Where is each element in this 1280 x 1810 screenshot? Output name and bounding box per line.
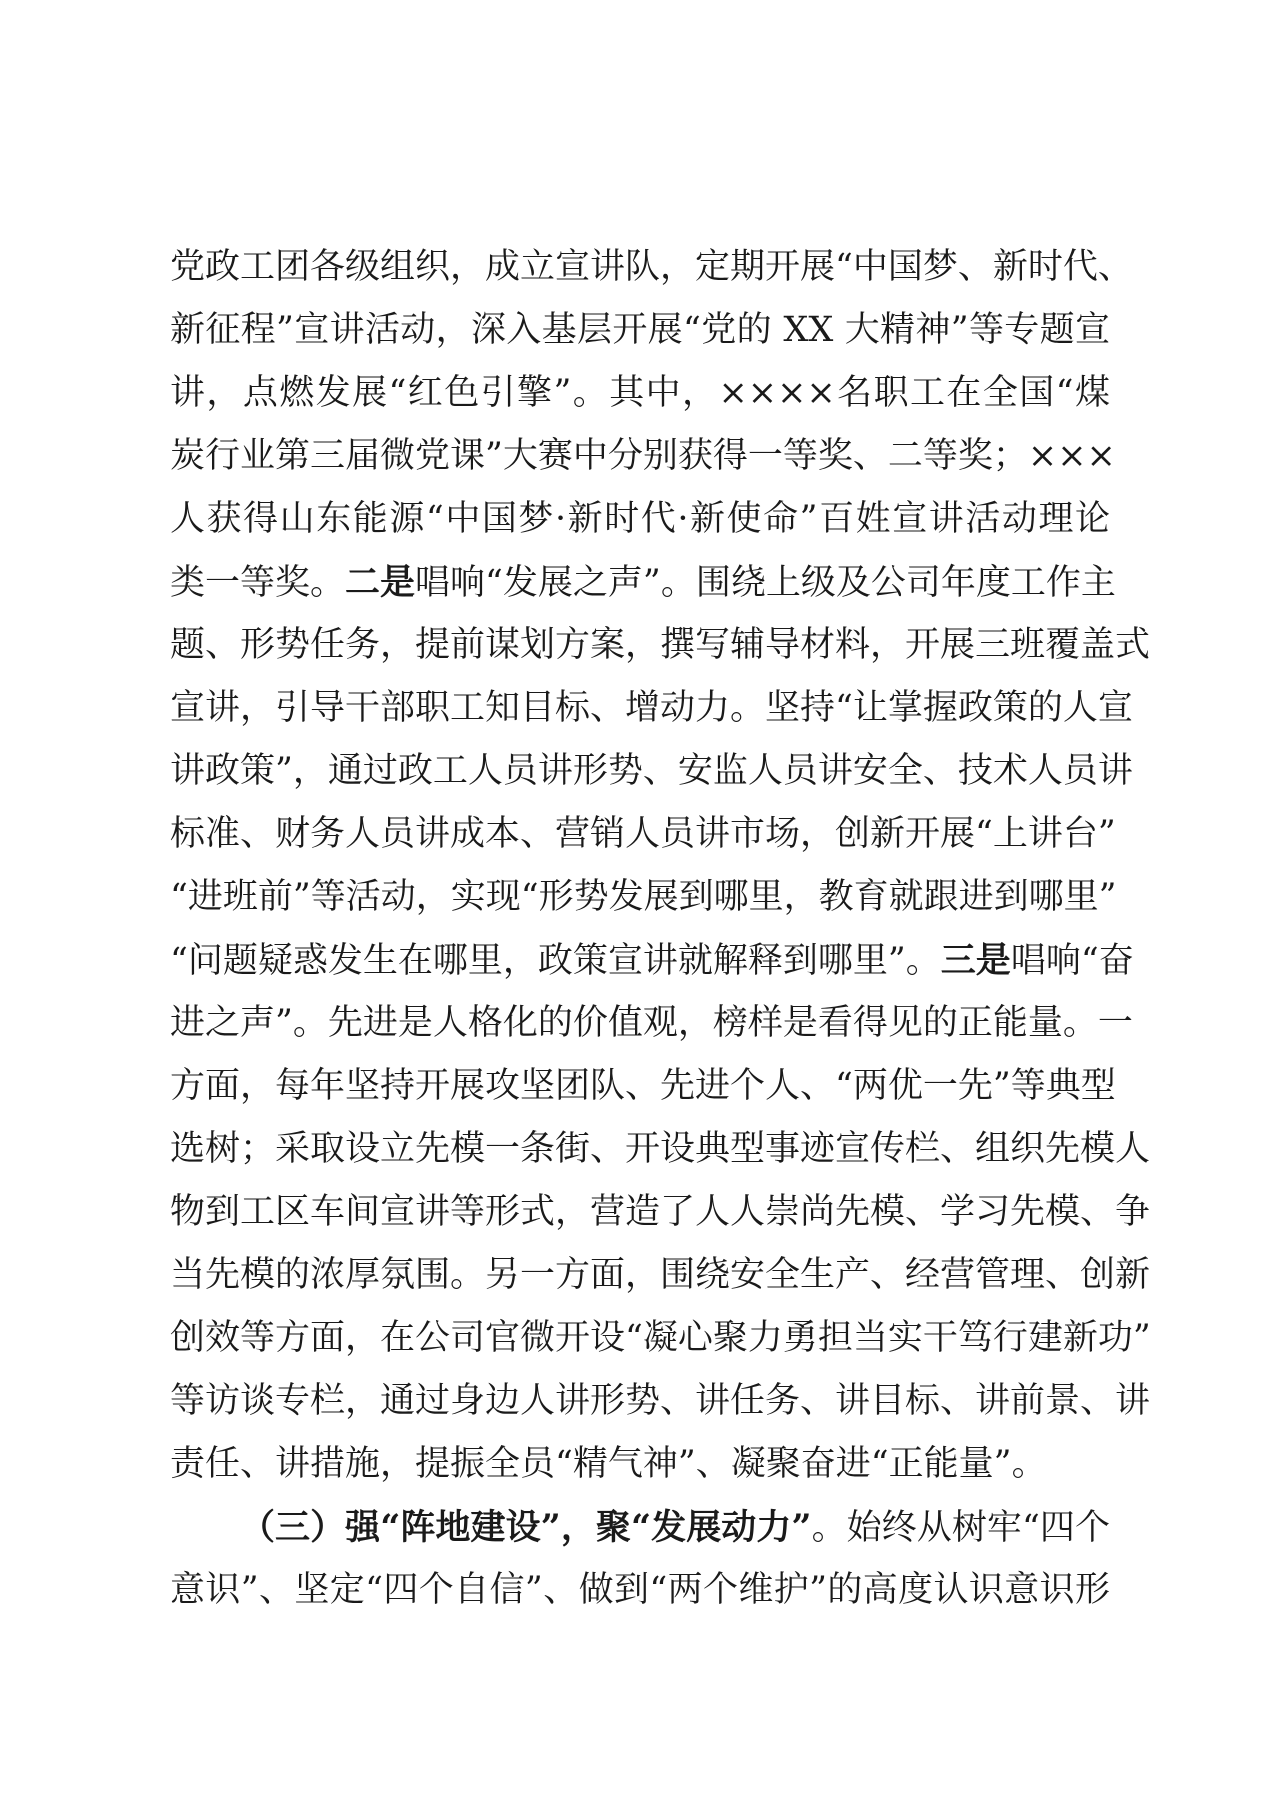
text-line [170,929,1134,992]
text-line [170,1181,1151,1244]
text-segment: 方面，每年坚持开展攻坚团队、先进个人、“两优一先”等典型 [170,1066,1116,1106]
text-line [170,1433,1110,1496]
text-segment: 类一等奖。 [170,563,346,603]
bold-text-segment: 二是 [345,562,416,603]
text-segment: 等访谈专栏，通过身边人讲形势、讲任务、讲目标、讲前景、讲 [170,1381,1151,1421]
text-line [170,425,1116,488]
text-segment: “进班前”等活动，实现“形势发展到哪里，教育就跟进到哪里” [170,877,1117,917]
text-line [170,1496,1110,1559]
text-segment: 创效等方面，在公司官微开设“凝心聚力勇担当实干笃行建新功” [170,1318,1151,1358]
text-segment: 当先模的浓厚氛围。另一方面，围绕安全生产、经营管理、创新 [170,1255,1151,1295]
text-line [170,866,1117,929]
text-line [170,1244,1151,1307]
text-segment: 讲，点燃发展“红色引擎”。其中，××××名职工在全国“煤 [170,373,1110,413]
text-segment: 责任、讲措施，提振全员“精气神”、凝聚奋进“正能量”。 [170,1444,1047,1484]
text-line [170,614,1151,677]
text-line [170,1118,1151,1181]
text-segment: 唱响“奋 [1010,941,1134,981]
text-segment: 炭行业第三届微党课”大赛中分别获得一等奖、二等奖；××× [170,436,1116,476]
text-segment: 意识”、坚定“四个自信”、做到“两个维护”的高度认识意识形 [170,1570,1110,1610]
text-segment: 新征程”宣讲活动，深入基层开展“党的 XX 大精神”等专题宣 [170,310,1110,350]
text-line [170,488,1110,551]
text-segment: “问题疑惑发生在哪里，政策宣讲就解释到哪里”。 [170,941,941,981]
text-segment: 。始终从树牢“四个 [811,1508,1110,1548]
text-segment: 选树；采取设立先模一条街、开设典型事迹宣传栏、组织先模人 [170,1129,1151,1169]
text-line [170,362,1110,425]
text-line [170,803,1116,866]
text-segment: 讲政策”，通过政工人员讲形势、安监人员讲安全、技术人员讲 [170,751,1133,791]
bold-text-segment: （三）强“阵地建设”，聚“发展动力” [240,1507,812,1548]
text-segment: 进之声”。先进是人格化的价值观，榜样是看得见的正能量。一 [170,1003,1133,1043]
text-line [170,1559,1110,1622]
text-line [170,299,1110,362]
text-line [170,236,1133,299]
text-segment: 标准、财务人员讲成本、营销人员讲市场，创新开展“上讲台” [170,814,1116,854]
text-segment: 党政工团各级组织，成立宣讲队，定期开展“中国梦、新时代、 [170,247,1133,287]
text-line [170,677,1133,740]
text-line [170,1055,1116,1118]
text-segment: 题、形势任务，提前谋划方案，撰写辅导材料，开展三班覆盖式 [170,625,1151,665]
text-segment: 物到工区车间宣讲等形式，营造了人人崇尚先模、学习先模、争 [170,1192,1151,1232]
text-line [170,992,1133,1055]
text-segment: 人获得山东能源“中国梦·新时代·新使命”百姓宣讲活动理论 [170,499,1110,539]
text-line [170,1370,1151,1433]
bold-text-segment: 三是 [940,940,1011,981]
text-line [170,1307,1151,1370]
text-segment: 宣讲，引导干部职工知目标、增动力。坚持“让掌握政策的人宣 [170,688,1133,728]
text-line [170,740,1133,803]
text-segment: 唱响“发展之声”。围绕上级及公司年度工作主 [415,563,1116,603]
text-line [170,551,1116,614]
body-text [170,236,1151,1622]
